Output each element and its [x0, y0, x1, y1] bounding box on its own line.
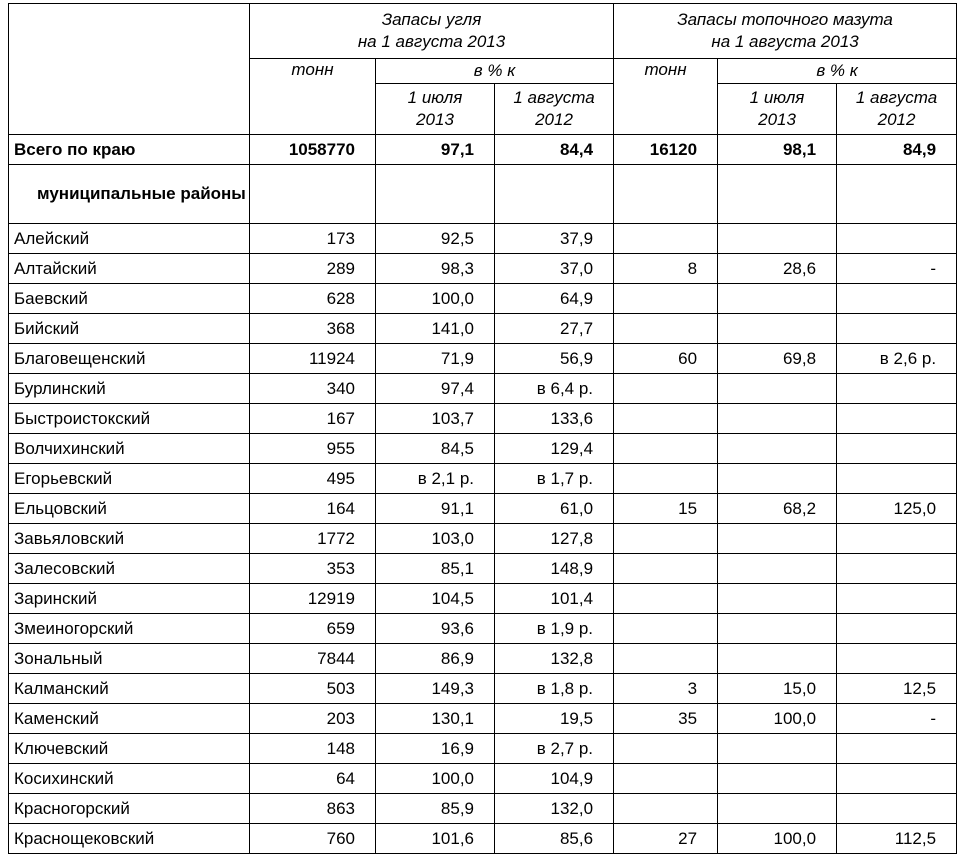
coal-pct-aug: в 1,8 р.: [495, 674, 614, 704]
coal-pct-jul: 84,5: [376, 434, 495, 464]
coal-pct-jul: 103,7: [376, 404, 495, 434]
fuel-pct-aug: [837, 464, 957, 494]
fuel-pct-aug: [837, 764, 957, 794]
section-empty-cell: [250, 165, 376, 224]
fuel-tons: 35: [614, 704, 718, 734]
table-row: [9, 734, 957, 764]
region-name: Косихинский: [9, 764, 250, 794]
fuel-pct-jul: [718, 734, 837, 764]
table-row: [9, 704, 957, 734]
coal-pct-jul: 86,9: [376, 644, 495, 674]
total-coal-tons: 1058770: [250, 135, 376, 165]
fuel-pct-jul: [718, 464, 837, 494]
coal-pct-aug: 27,7: [495, 314, 614, 344]
coal-tons: 64: [250, 764, 376, 794]
coal-tons: 955: [250, 434, 376, 464]
fuel-tons: [614, 374, 718, 404]
coal-pct-jul: 104,5: [376, 584, 495, 614]
fuel-pct-jul: [718, 554, 837, 584]
coal-pct-aug: 64,9: [495, 284, 614, 314]
fuel-pct-aug: 12,5: [837, 674, 957, 704]
fuel-pct-jul: [718, 794, 837, 824]
table-row: [9, 584, 957, 614]
fuel-tons: [614, 434, 718, 464]
coal-pct-jul: 141,0: [376, 314, 495, 344]
coal-pct-aug: в 1,7 р.: [495, 464, 614, 494]
coal-pct-jul: 97,4: [376, 374, 495, 404]
fuel-pct-jul: [718, 764, 837, 794]
coal-tons: 1772: [250, 524, 376, 554]
table-row: [9, 404, 957, 434]
coal-pct-jul: 16,9: [376, 734, 495, 764]
total-row: [9, 135, 957, 165]
fuel-pct-aug: [837, 584, 957, 614]
fuel-pct-header: в % к: [718, 59, 957, 84]
section-empty-cell: [718, 165, 837, 224]
coal-tons: 340: [250, 374, 376, 404]
region-name: Баевский: [9, 284, 250, 314]
table-row: [9, 494, 957, 524]
fuel-tons: [614, 614, 718, 644]
fuel-pct-jul: [718, 224, 837, 254]
region-name: Ельцовский: [9, 494, 250, 524]
fuel-pct-jul: [718, 644, 837, 674]
coal-tons: 12919: [250, 584, 376, 614]
coal-pct-aug: 132,0: [495, 794, 614, 824]
fuel-pct-aug: [837, 554, 957, 584]
region-name: Благовещенский: [9, 344, 250, 374]
coal-tons: 164: [250, 494, 376, 524]
fuel-pct-aug: 112,5: [837, 824, 957, 854]
fuel-pct-aug: [837, 524, 957, 554]
table-row: [9, 674, 957, 704]
section-empty-cell: [614, 165, 718, 224]
region-name: Краснощековский: [9, 824, 250, 854]
coal-pct-jul: 149,3: [376, 674, 495, 704]
coal-pct-aug: 148,9: [495, 554, 614, 584]
coal-tons: 289: [250, 254, 376, 284]
section-empty-cell: [495, 165, 614, 224]
fuel-pct-jul: [718, 584, 837, 614]
section-row: [9, 165, 957, 224]
region-name: Ключевский: [9, 734, 250, 764]
coal-pct-jul: 71,9: [376, 344, 495, 374]
fuel-tons: [614, 314, 718, 344]
coal-pct-jul: 100,0: [376, 284, 495, 314]
coal-tons: 353: [250, 554, 376, 584]
coal-pct-aug: 37,9: [495, 224, 614, 254]
coal-tons: 863: [250, 794, 376, 824]
coal-tons: 628: [250, 284, 376, 314]
fuel-pct-jul: [718, 374, 837, 404]
coal-pct-aug: 104,9: [495, 764, 614, 794]
coal-pct-aug: 61,0: [495, 494, 614, 524]
coal-pct-jul: 85,1: [376, 554, 495, 584]
coal-pct-aug: 101,4: [495, 584, 614, 614]
table-row: [9, 254, 957, 284]
fuel-pct-aug: -: [837, 704, 957, 734]
coal-pct-jul: 92,5: [376, 224, 495, 254]
coal-pct-jul: 91,1: [376, 494, 495, 524]
fuel-pct-aug: [837, 614, 957, 644]
fuel-pct-aug: [837, 284, 957, 314]
fuel-pct-jul: [718, 404, 837, 434]
coal-pct-aug: 129,4: [495, 434, 614, 464]
region-name: Бурлинский: [9, 374, 250, 404]
fuel-tons: 8: [614, 254, 718, 284]
fuel-pct-aug: в 2,6 р.: [837, 344, 957, 374]
fuel-pct-aug: -: [837, 254, 957, 284]
table-row: [9, 344, 957, 374]
region-name: Бийский: [9, 314, 250, 344]
fuel-pct-aug: [837, 434, 957, 464]
fuel-tons: [614, 584, 718, 614]
coal-aug-header: 1 августа 2012: [495, 84, 614, 135]
total-coal-aug: 84,4: [495, 135, 614, 165]
section-empty-cell: [376, 165, 495, 224]
fuel-jul-header: 1 июля 2013: [718, 84, 837, 135]
coal-pct-jul: в 2,1 р.: [376, 464, 495, 494]
fuel-pct-aug: [837, 644, 957, 674]
coal-pct-jul: 85,9: [376, 794, 495, 824]
fuel-pct-jul: [718, 284, 837, 314]
coal-pct-aug: в 2,7 р.: [495, 734, 614, 764]
coal-pct-header: в % к: [376, 59, 614, 84]
coal-tons: 503: [250, 674, 376, 704]
fuel-tons: [614, 794, 718, 824]
table-row: [9, 824, 957, 854]
fuel-pct-jul: [718, 314, 837, 344]
fuel-tons: 15: [614, 494, 718, 524]
coal-tons-header: тонн: [250, 59, 376, 135]
table-row: [9, 524, 957, 554]
table-row: [9, 434, 957, 464]
region-name: Алтайский: [9, 254, 250, 284]
coal-tons: 203: [250, 704, 376, 734]
coal-pct-jul: 93,6: [376, 614, 495, 644]
fuel-pct-jul: 15,0: [718, 674, 837, 704]
coal-pct-aug: 19,5: [495, 704, 614, 734]
fuel-tons: [614, 554, 718, 584]
coal-pct-jul: 103,0: [376, 524, 495, 554]
coal-pct-aug: 133,6: [495, 404, 614, 434]
header-empty-cell: [9, 4, 250, 135]
coal-tons: 368: [250, 314, 376, 344]
table-row: [9, 614, 957, 644]
fuel-tons: [614, 644, 718, 674]
region-name: Быстроистокский: [9, 404, 250, 434]
fuel-pct-aug: [837, 374, 957, 404]
fuel-tons-header: тонн: [614, 59, 718, 135]
table-row: [9, 284, 957, 314]
table-row: [9, 764, 957, 794]
region-name: Каменский: [9, 704, 250, 734]
fuel-tons: [614, 734, 718, 764]
region-name: Зональный: [9, 644, 250, 674]
fuel-tons: 27: [614, 824, 718, 854]
coal-pct-aug: в 6,4 р.: [495, 374, 614, 404]
table-row: [9, 224, 957, 254]
region-name: Егорьевский: [9, 464, 250, 494]
coal-tons: 659: [250, 614, 376, 644]
fuel-tons: [614, 224, 718, 254]
coal-pct-jul: 101,6: [376, 824, 495, 854]
fuel-pct-jul: [718, 614, 837, 644]
fuel-pct-jul: 100,0: [718, 704, 837, 734]
fuel-tons: [614, 464, 718, 494]
coal-tons: 760: [250, 824, 376, 854]
coal-fuel-stock-table: [8, 3, 957, 854]
coal-pct-aug: 132,8: [495, 644, 614, 674]
coal-pct-jul: 130,1: [376, 704, 495, 734]
total-coal-jul: 97,1: [376, 135, 495, 165]
coal-pct-aug: 127,8: [495, 524, 614, 554]
fuel-pct-aug: [837, 224, 957, 254]
coal-pct-aug: 37,0: [495, 254, 614, 284]
fuel-pct-jul: 68,2: [718, 494, 837, 524]
coal-tons: 173: [250, 224, 376, 254]
region-name: Волчихинский: [9, 434, 250, 464]
fuel-tons: 3: [614, 674, 718, 704]
total-fuel-tons: 16120: [614, 135, 718, 165]
fuel-pct-jul: 28,6: [718, 254, 837, 284]
coal-tons: 148: [250, 734, 376, 764]
table-row: [9, 464, 957, 494]
table-row: [9, 794, 957, 824]
region-name: Заринский: [9, 584, 250, 614]
coal-pct-jul: 100,0: [376, 764, 495, 794]
fuel-tons: 60: [614, 344, 718, 374]
fuel-pct-aug: 125,0: [837, 494, 957, 524]
coal-tons: 11924: [250, 344, 376, 374]
table-row: [9, 644, 957, 674]
section-label: муниципальные районы: [9, 165, 250, 224]
total-fuel-jul: 98,1: [718, 135, 837, 165]
table-row: [9, 554, 957, 584]
region-name: Завьяловский: [9, 524, 250, 554]
fuel-pct-jul: 69,8: [718, 344, 837, 374]
coal-pct-jul: 98,3: [376, 254, 495, 284]
fuel-tons: [614, 524, 718, 554]
total-fuel-aug: 84,9: [837, 135, 957, 165]
coal-tons: 495: [250, 464, 376, 494]
coal-jul-header: 1 июля 2013: [376, 84, 495, 135]
coal-pct-aug: в 1,9 р.: [495, 614, 614, 644]
coal-group-header: Запасы угля на 1 августа 2013: [250, 4, 614, 59]
region-name: Калманский: [9, 674, 250, 704]
fuel-group-header: Запасы топочного мазута на 1 августа 2013: [614, 4, 957, 59]
table-row: [9, 314, 957, 344]
region-name: Залесовский: [9, 554, 250, 584]
coal-tons: 167: [250, 404, 376, 434]
region-name: Змеиногорский: [9, 614, 250, 644]
table-row: [9, 374, 957, 404]
fuel-tons: [614, 284, 718, 314]
fuel-pct-jul: [718, 524, 837, 554]
fuel-tons: [614, 764, 718, 794]
region-name: Красногорский: [9, 794, 250, 824]
region-name: Алейский: [9, 224, 250, 254]
fuel-pct-jul: 100,0: [718, 824, 837, 854]
coal-pct-aug: 56,9: [495, 344, 614, 374]
coal-pct-aug: 85,6: [495, 824, 614, 854]
fuel-pct-jul: [718, 434, 837, 464]
total-name: Всего по краю: [9, 135, 250, 165]
section-empty-cell: [837, 165, 957, 224]
fuel-tons: [614, 404, 718, 434]
fuel-pct-aug: [837, 734, 957, 764]
fuel-aug-header: 1 августа 2012: [837, 84, 957, 135]
fuel-pct-aug: [837, 314, 957, 344]
fuel-pct-aug: [837, 794, 957, 824]
coal-tons: 7844: [250, 644, 376, 674]
fuel-pct-aug: [837, 404, 957, 434]
